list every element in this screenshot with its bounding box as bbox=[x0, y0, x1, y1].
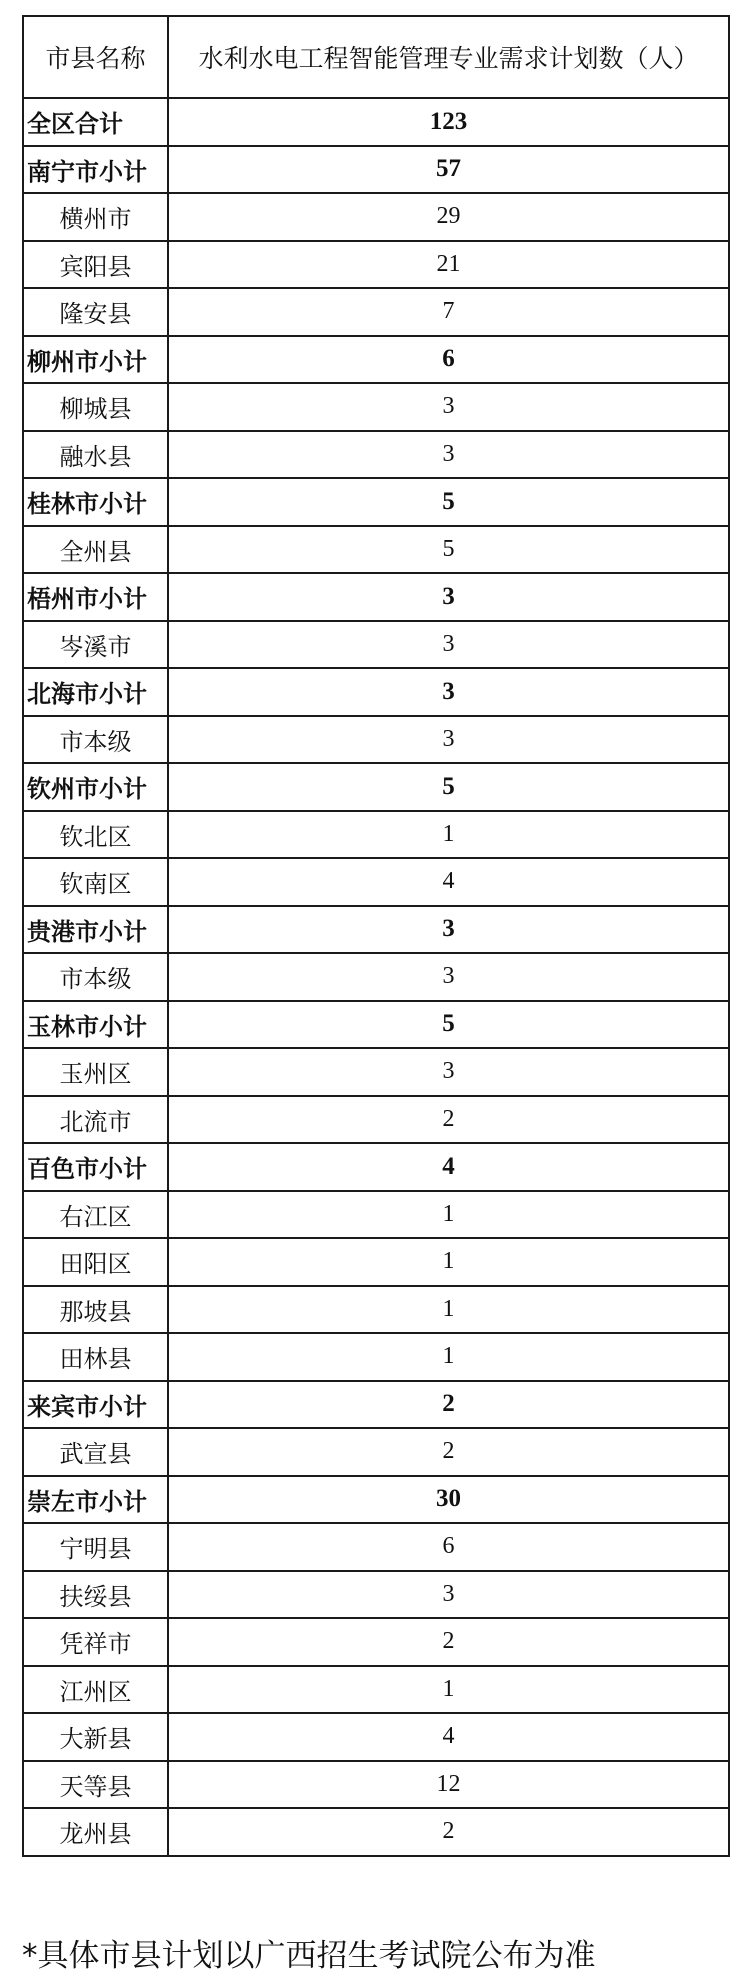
table-row bbox=[23, 811, 729, 859]
region-name-cell: 岑溪市 bbox=[23, 621, 168, 669]
region-name-cell: 凭祥市 bbox=[23, 1618, 168, 1666]
table-row bbox=[23, 1191, 729, 1239]
subtotal-row bbox=[23, 1143, 729, 1191]
demand-count-cell: 5 bbox=[168, 1001, 729, 1049]
header-region-name: 市县名称 bbox=[23, 16, 168, 98]
table-row bbox=[23, 1286, 729, 1334]
table-row bbox=[23, 526, 729, 574]
region-name-cell: 那坡县 bbox=[23, 1286, 168, 1334]
demand-count-cell: 5 bbox=[168, 763, 729, 811]
table-row bbox=[23, 1761, 729, 1809]
region-name-cell: 市本级 bbox=[23, 716, 168, 764]
table-row bbox=[23, 1238, 729, 1286]
demand-count-cell: 2 bbox=[168, 1808, 729, 1856]
subtotal-row bbox=[23, 146, 729, 194]
demand-count-cell: 57 bbox=[168, 146, 729, 194]
table-header-row bbox=[23, 16, 729, 98]
region-name-cell: 天等县 bbox=[23, 1761, 168, 1809]
demand-count-cell: 7 bbox=[168, 288, 729, 336]
demand-count-cell: 123 bbox=[168, 98, 729, 146]
table-row bbox=[23, 383, 729, 431]
region-name-cell: 右江区 bbox=[23, 1191, 168, 1239]
region-name-cell: 宾阳县 bbox=[23, 241, 168, 289]
demand-count-cell: 3 bbox=[168, 431, 729, 479]
demand-count-cell: 3 bbox=[168, 573, 729, 621]
demand-count-cell: 2 bbox=[168, 1618, 729, 1666]
region-name-cell: 田阳区 bbox=[23, 1238, 168, 1286]
subtotal-row bbox=[23, 668, 729, 716]
subtotal-row bbox=[23, 1001, 729, 1049]
region-name-cell: 田林县 bbox=[23, 1333, 168, 1381]
region-name-cell: 宁明县 bbox=[23, 1523, 168, 1571]
table-row bbox=[23, 1333, 729, 1381]
region-name-cell: 隆安县 bbox=[23, 288, 168, 336]
subtotal-row bbox=[23, 336, 729, 384]
demand-count-cell: 29 bbox=[168, 193, 729, 241]
demand-count-cell: 5 bbox=[168, 478, 729, 526]
subtotal-row bbox=[23, 98, 729, 146]
demand-count-cell: 1 bbox=[168, 811, 729, 859]
demand-count-cell: 6 bbox=[168, 1523, 729, 1571]
table-row bbox=[23, 241, 729, 289]
table-row bbox=[23, 1428, 729, 1476]
demand-count-cell: 2 bbox=[168, 1428, 729, 1476]
demand-count-cell: 21 bbox=[168, 241, 729, 289]
region-name-cell: 崇左市小计 bbox=[23, 1476, 168, 1524]
demand-count-cell: 30 bbox=[168, 1476, 729, 1524]
region-name-cell: 桂林市小计 bbox=[23, 478, 168, 526]
subtotal-row bbox=[23, 763, 729, 811]
demand-count-cell: 2 bbox=[168, 1096, 729, 1144]
table-row bbox=[23, 1048, 729, 1096]
footnote: *具体市县计划以广西招生考试院公布为准 bbox=[22, 1938, 596, 1974]
region-name-cell: 北海市小计 bbox=[23, 668, 168, 716]
region-name-cell: 江州区 bbox=[23, 1666, 168, 1714]
demand-count-cell: 1 bbox=[168, 1666, 729, 1714]
demand-count-cell: 3 bbox=[168, 953, 729, 1001]
region-name-cell: 柳州市小计 bbox=[23, 336, 168, 384]
demand-count-cell: 1 bbox=[168, 1286, 729, 1334]
demand-count-cell: 5 bbox=[168, 526, 729, 574]
region-name-cell: 北流市 bbox=[23, 1096, 168, 1144]
table-row bbox=[23, 1618, 729, 1666]
region-name-cell: 钦北区 bbox=[23, 811, 168, 859]
region-name-cell: 玉州区 bbox=[23, 1048, 168, 1096]
demand-count-cell: 3 bbox=[168, 1571, 729, 1619]
subtotal-row bbox=[23, 1476, 729, 1524]
demand-count-cell: 2 bbox=[168, 1381, 729, 1429]
demand-count-cell: 4 bbox=[168, 1143, 729, 1191]
region-name-cell: 来宾市小计 bbox=[23, 1381, 168, 1429]
table-row bbox=[23, 1666, 729, 1714]
demand-table bbox=[22, 15, 730, 1857]
table-row bbox=[23, 858, 729, 906]
region-name-cell: 梧州市小计 bbox=[23, 573, 168, 621]
subtotal-row bbox=[23, 478, 729, 526]
table-row bbox=[23, 1713, 729, 1761]
table-row bbox=[23, 431, 729, 479]
region-name-cell: 横州市 bbox=[23, 193, 168, 241]
demand-count-cell: 1 bbox=[168, 1238, 729, 1286]
header-demand-count: 水利水电工程智能管理专业需求计划数（人） bbox=[168, 16, 729, 98]
table-row bbox=[23, 716, 729, 764]
table-row bbox=[23, 1096, 729, 1144]
subtotal-row bbox=[23, 573, 729, 621]
region-name-cell: 钦州市小计 bbox=[23, 763, 168, 811]
table-row bbox=[23, 621, 729, 669]
region-name-cell: 玉林市小计 bbox=[23, 1001, 168, 1049]
region-name-cell: 柳城县 bbox=[23, 383, 168, 431]
demand-count-cell: 3 bbox=[168, 383, 729, 431]
demand-count-cell: 12 bbox=[168, 1761, 729, 1809]
table-row bbox=[23, 953, 729, 1001]
region-name-cell: 钦南区 bbox=[23, 858, 168, 906]
subtotal-row bbox=[23, 906, 729, 954]
demand-count-cell: 3 bbox=[168, 1048, 729, 1096]
region-name-cell: 融水县 bbox=[23, 431, 168, 479]
demand-count-cell: 3 bbox=[168, 668, 729, 716]
region-name-cell: 大新县 bbox=[23, 1713, 168, 1761]
table-row bbox=[23, 1808, 729, 1856]
table-row bbox=[23, 1571, 729, 1619]
demand-count-cell: 1 bbox=[168, 1333, 729, 1381]
demand-count-cell: 3 bbox=[168, 716, 729, 764]
demand-count-cell: 6 bbox=[168, 336, 729, 384]
region-name-cell: 扶绥县 bbox=[23, 1571, 168, 1619]
region-name-cell: 南宁市小计 bbox=[23, 146, 168, 194]
region-name-cell: 武宣县 bbox=[23, 1428, 168, 1476]
demand-count-cell: 3 bbox=[168, 906, 729, 954]
table-row bbox=[23, 1523, 729, 1571]
region-name-cell: 龙州县 bbox=[23, 1808, 168, 1856]
subtotal-row bbox=[23, 1381, 729, 1429]
region-name-cell: 全州县 bbox=[23, 526, 168, 574]
demand-count-cell: 4 bbox=[168, 1713, 729, 1761]
region-name-cell: 全区合计 bbox=[23, 98, 168, 146]
region-name-cell: 市本级 bbox=[23, 953, 168, 1001]
demand-count-cell: 1 bbox=[168, 1191, 729, 1239]
table-row bbox=[23, 288, 729, 336]
region-name-cell: 百色市小计 bbox=[23, 1143, 168, 1191]
demand-table-container bbox=[22, 15, 728, 1857]
table-body bbox=[23, 98, 729, 1856]
demand-count-cell: 3 bbox=[168, 621, 729, 669]
region-name-cell: 贵港市小计 bbox=[23, 906, 168, 954]
table-row bbox=[23, 193, 729, 241]
demand-count-cell: 4 bbox=[168, 858, 729, 906]
